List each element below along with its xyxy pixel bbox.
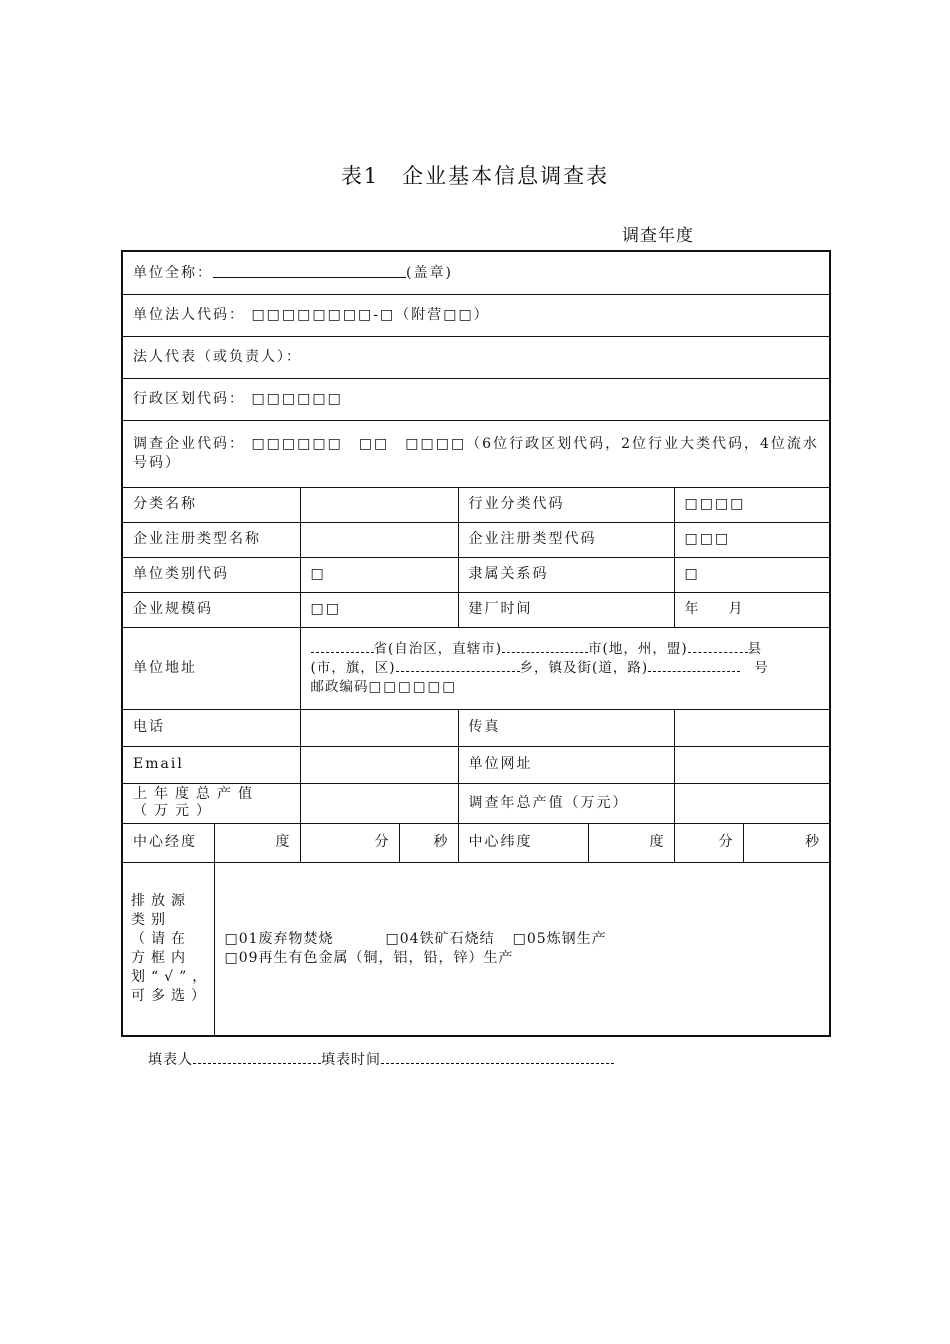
unit-name-row bbox=[122, 251, 830, 294]
fax-label: 传真 bbox=[458, 709, 674, 746]
fill-time-label: 填表时间 bbox=[321, 1052, 381, 1068]
category-name-label: 分类名称 bbox=[122, 487, 300, 522]
last-year-output-label: 上年度总产值（万元） bbox=[122, 783, 300, 823]
longitude-minute[interactable]: 分 bbox=[300, 823, 399, 862]
province-label: 省(自治区，直辖市) bbox=[373, 640, 503, 657]
industry-code-label: 行业分类代码 bbox=[458, 487, 674, 522]
enterprise-info-form bbox=[121, 250, 831, 1037]
founded-label: 建厂时间 bbox=[458, 592, 674, 627]
reg-type-name-label: 企业注册类型名称 bbox=[122, 522, 300, 557]
affiliation-code-label: 隶属关系码 bbox=[458, 557, 674, 592]
town-blank bbox=[396, 659, 520, 672]
last-year-output-field[interactable] bbox=[300, 783, 458, 823]
longitude-second[interactable]: 秒 bbox=[399, 823, 458, 862]
filler-field[interactable] bbox=[193, 1051, 321, 1064]
survey-code-row bbox=[122, 420, 830, 487]
form-footer bbox=[148, 1049, 614, 1069]
scale-code-label: 企业规模码 bbox=[122, 592, 300, 627]
page-title: 表1 企业基本信息调查表 bbox=[340, 164, 610, 188]
latitude-minute[interactable]: 分 bbox=[674, 823, 743, 862]
latitude-second[interactable]: 秒 bbox=[743, 823, 830, 862]
county-blank bbox=[688, 640, 748, 653]
latitude-degree[interactable]: 度 bbox=[588, 823, 674, 862]
legal-code-label: 单位法人代码： bbox=[133, 306, 245, 323]
filler-label: 填表人 bbox=[148, 1052, 193, 1068]
founded-month: 月 bbox=[728, 601, 743, 617]
fax-field[interactable] bbox=[674, 709, 830, 746]
emission-option-05[interactable]: □05炼钢生产 bbox=[512, 930, 607, 947]
county-suffix-label: (市，旗，区) bbox=[310, 659, 396, 676]
seal-label: (盖章) bbox=[406, 264, 453, 281]
scale-code-boxes[interactable]: □□ bbox=[300, 592, 458, 627]
unit-name-field[interactable] bbox=[213, 263, 406, 278]
legal-code-row bbox=[122, 294, 830, 336]
phone-field[interactable] bbox=[300, 709, 458, 746]
affiliation-code-boxes[interactable]: □ bbox=[674, 557, 830, 592]
admin-code-boxes[interactable]: □□□□□□ bbox=[251, 390, 343, 407]
phone-label: 电话 bbox=[122, 709, 300, 746]
email-label: Email bbox=[122, 746, 300, 783]
emission-option-09[interactable]: □09再生有色金属（铜，铝，铅，锌）生产 bbox=[224, 949, 514, 966]
website-field[interactable] bbox=[674, 746, 830, 783]
category-name-field[interactable] bbox=[300, 487, 458, 522]
legal-rep-row[interactable] bbox=[122, 336, 830, 378]
postcode-label: 邮政编码 bbox=[310, 678, 369, 695]
number-blank bbox=[648, 659, 740, 672]
county-label: 县 bbox=[747, 640, 763, 657]
survey-code-label: 调查企业代码： bbox=[133, 435, 245, 452]
unit-type-code-label: 单位类别代码 bbox=[122, 557, 300, 592]
founded-field[interactable] bbox=[674, 592, 830, 627]
emission-option-01[interactable]: □01废弃物焚烧 bbox=[224, 930, 334, 947]
town-label: 乡，镇及街(道，路) bbox=[519, 659, 649, 676]
reg-type-name-field[interactable] bbox=[300, 522, 458, 557]
admin-code-row bbox=[122, 378, 830, 420]
survey-code-boxes[interactable]: □□□□□□ □□ □□□□（6位行政区划代码，2位行业大类代码，4位流水号码） bbox=[133, 435, 819, 471]
reg-type-code-label: 企业注册类型代码 bbox=[458, 522, 674, 557]
founded-year: 年 bbox=[684, 601, 699, 617]
survey-year-output-label: 调查年总产值（万元） bbox=[458, 783, 674, 823]
legal-rep-label: 法人代表（或负责人）： bbox=[133, 348, 302, 365]
industry-code-boxes[interactable]: □□□□ bbox=[674, 487, 830, 522]
longitude-degree[interactable]: 度 bbox=[214, 823, 300, 862]
emission-source-label: 排放源类别（请在方框内划“√”，可多选） bbox=[122, 862, 214, 1036]
latitude-label: 中心纬度 bbox=[458, 823, 588, 862]
reg-type-code-boxes[interactable]: □□□ bbox=[674, 522, 830, 557]
survey-year-output-field[interactable] bbox=[674, 783, 830, 823]
emission-options bbox=[214, 862, 830, 1036]
fill-time-field[interactable] bbox=[381, 1051, 614, 1064]
postcode-boxes[interactable]: □□□□□□ bbox=[368, 678, 458, 695]
survey-year-label: 调查年度 bbox=[622, 226, 694, 246]
address-field[interactable] bbox=[300, 627, 830, 709]
city-blank bbox=[502, 640, 588, 653]
admin-code-label: 行政区划代码： bbox=[133, 390, 245, 407]
legal-code-boxes[interactable]: □□□□□□□□-□（附营□□） bbox=[251, 306, 490, 323]
longitude-label: 中心经度 bbox=[122, 823, 214, 862]
province-blank bbox=[311, 640, 374, 653]
unit-type-code-boxes[interactable]: □ bbox=[300, 557, 458, 592]
unit-name-label: 单位全称： bbox=[133, 264, 213, 281]
address-label: 单位地址 bbox=[122, 627, 300, 709]
emission-option-04[interactable]: □04铁矿石烧结 bbox=[385, 930, 495, 947]
number-label: 号 bbox=[754, 659, 769, 676]
city-label: 市(地，州，盟) bbox=[588, 640, 688, 657]
email-field[interactable] bbox=[300, 746, 458, 783]
website-label: 单位网址 bbox=[458, 746, 674, 783]
